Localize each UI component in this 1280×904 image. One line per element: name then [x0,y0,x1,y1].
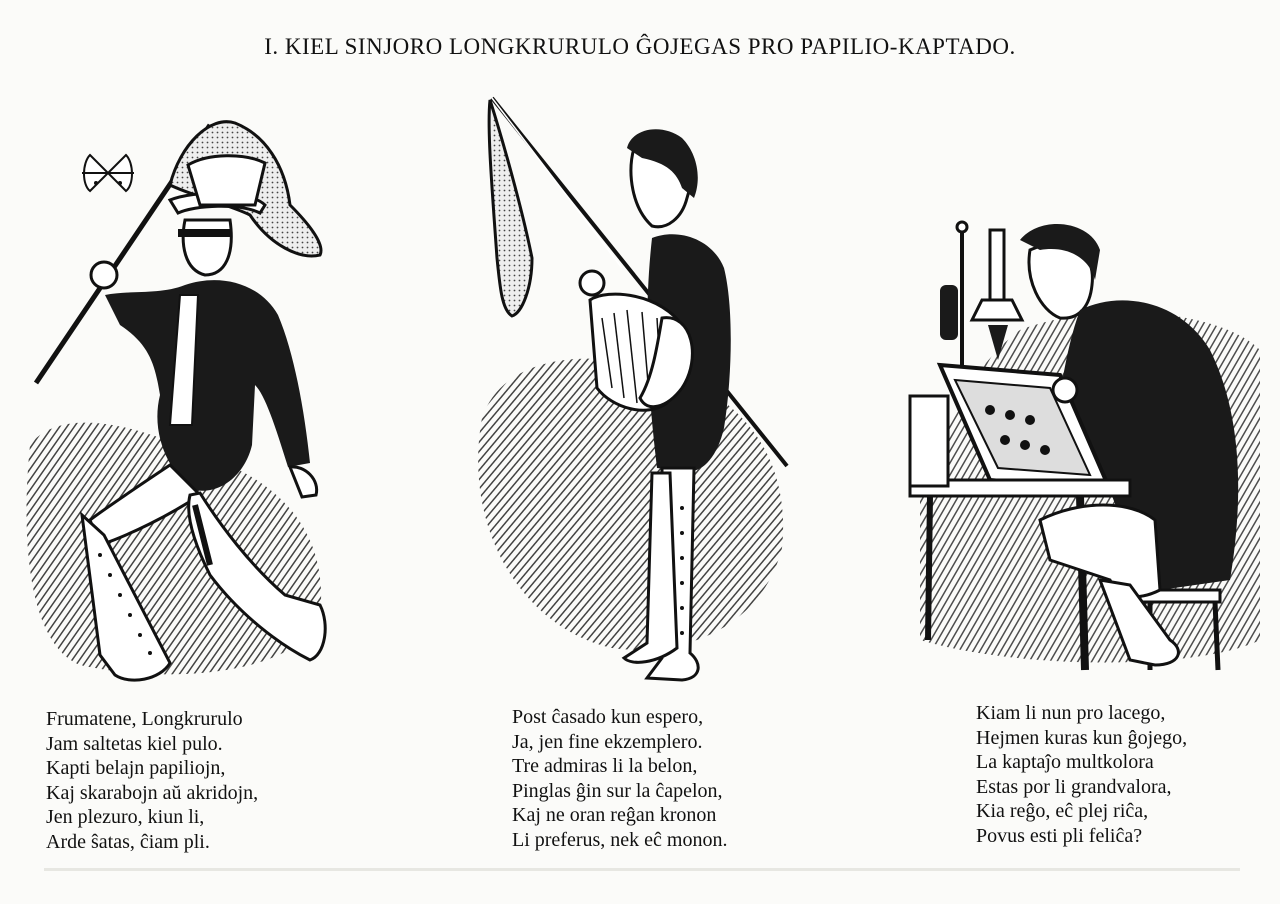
verse-line: Kia reĝo, eĉ plej riĉa, [976,800,1149,822]
page-bottom-rule [44,868,1240,871]
man-at-desk-with-specimen-box-icon [900,200,1270,680]
man-pinning-butterfly-in-hat-icon [462,88,802,688]
page-title: I. KIEL SINJORO LONGKRURULO ĜOJEGAS PRO PAPILIO-KAPTADO. [264,34,1016,59]
verse-line: Kapti belajn papiliojn, [46,757,226,779]
verse-line: Kaj ne oran reĝan kronon [512,804,717,826]
verse-line: Ja, jen fine ekzemplero. [512,730,703,753]
verse-line: Jam saltetas kiel pulo. [46,732,223,755]
verse-line: Kaj skarabojn aŭ akridojn, [46,781,259,804]
verse-panel-3 [976,701,1187,848]
verse-panel-1 [46,707,258,854]
verse-panel-2 [512,705,727,852]
verse-line: Hejmen kuras kun ĝojego, [976,726,1188,749]
verse-line: Li preferus, nek eĉ monon. [512,828,728,851]
man-running-with-butterfly-net-icon [20,95,350,695]
verse-line: Povus esti pli feliĉa? [976,824,1143,847]
verse-line: Estas por li grandvalora, [976,775,1172,798]
verse-line: Post ĉasado kun espero, [512,706,704,728]
verse-line: Jen plezuro, kiun li, [46,806,205,828]
verse-line: Tre admiras li la belon, [512,755,698,777]
verse-line: Pinglas ĝin sur la ĉapelon, [512,779,723,802]
verse-line: Arde ŝatas, ĉiam pli. [46,830,210,853]
verse-line: Kiam li nun pro lacego, [976,702,1166,724]
verse-line: Frumatene, Longkrurulo [46,708,243,730]
verse-line: La kaptaĵo multkolora [976,751,1154,773]
